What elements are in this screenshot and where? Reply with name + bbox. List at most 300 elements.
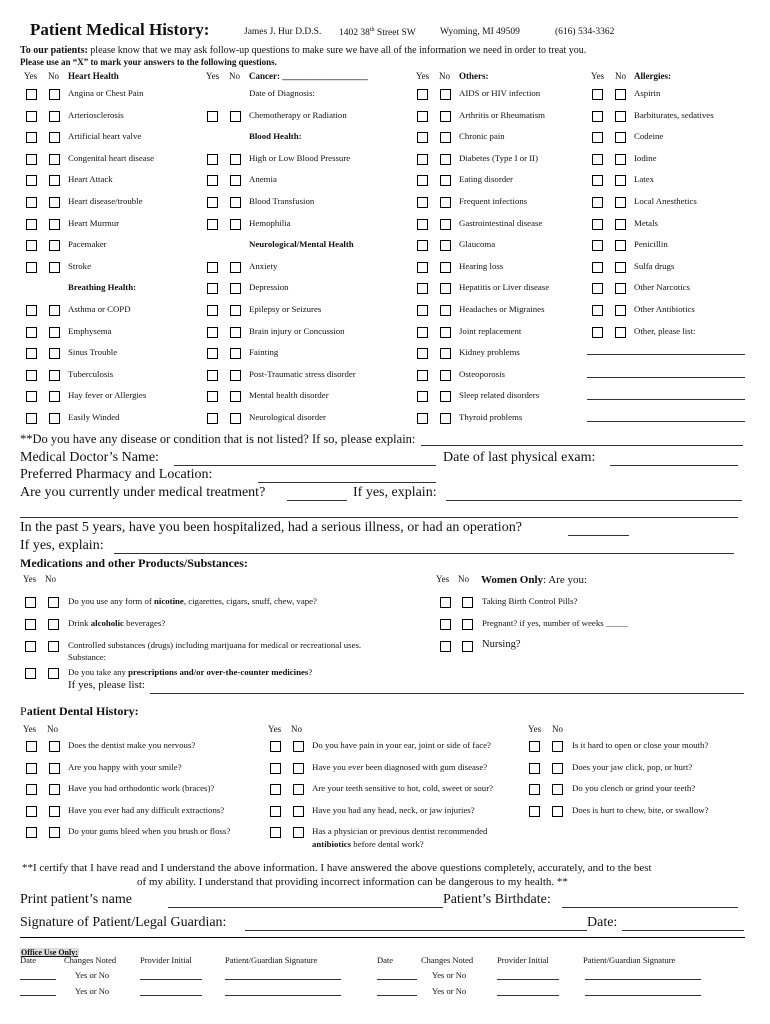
anemia-yes-checkbox[interactable] <box>207 175 218 186</box>
hearing-loss-label: Hearing loss <box>459 260 504 271</box>
office-date-header: Date <box>20 955 37 965</box>
diabetes-type-i-or-ii-no-checkbox[interactable] <box>440 154 451 165</box>
treatment-explain-field[interactable] <box>20 517 738 518</box>
nursing-no-checkbox[interactable] <box>462 641 473 652</box>
neurological-disorder-no-checkbox[interactable] <box>230 413 241 424</box>
is-it-hard-to-open-or-close-your-mouth-question: Is it hard to open or close your mouth? <box>572 740 709 750</box>
easily-winded-no-checkbox[interactable] <box>49 413 60 424</box>
have-you-had-orthodontic-work-braces-no-checkbox[interactable] <box>49 784 60 795</box>
treatment-explain-field[interactable] <box>446 500 742 501</box>
treatment-explain-label: If yes, explain: <box>353 485 437 500</box>
allergy-list-line[interactable] <box>587 399 745 400</box>
office-yes-no: Yes or No <box>75 986 110 996</box>
penicillin-label: Penicillin <box>634 239 668 250</box>
local-anesthetics-no-checkbox[interactable] <box>615 197 626 208</box>
heart-murmur-no-checkbox[interactable] <box>49 219 60 230</box>
certification-line-1: **I certify that I have read and I understand the above information. I have answered the above questions completely, accurately, and to the best <box>22 862 652 874</box>
print-name-label: Print patient’s name <box>20 892 132 907</box>
brain-injury-or-concussion-no-checkbox[interactable] <box>230 327 241 338</box>
post-traumatic-stress-disorder-no-checkbox[interactable] <box>230 370 241 381</box>
other-antibiotics-yes-checkbox[interactable] <box>592 305 603 316</box>
hepatitis-or-liver-disease-label: Hepatitis or Liver disease <box>459 282 550 293</box>
substance-label: Substance: <box>68 652 107 662</box>
do-you-have-pain-in-your-ear-joint-or-si-no-checkbox[interactable] <box>293 741 304 752</box>
signature-date-field[interactable] <box>622 930 744 931</box>
congenital-heart-disease-yes-checkbox[interactable] <box>26 154 37 165</box>
arteriosclerosis-yes-checkbox[interactable] <box>26 111 37 122</box>
tuberculosis-label: Tuberculosis <box>68 368 114 379</box>
doctor-name: James J. Hur D.D.S. <box>244 27 322 37</box>
headaches-or-migraines-label: Headaches or Migraines <box>459 304 545 314</box>
pregnant-no-checkbox[interactable] <box>462 619 473 630</box>
office-entry-field[interactable] <box>497 979 559 980</box>
sinus-trouble-no-checkbox[interactable] <box>49 348 60 359</box>
arthritis-or-rheumatism-label: Arthritis or Rheumatism <box>459 109 546 120</box>
frequent-infections-label: Frequent infections <box>459 196 528 206</box>
local-anesthetics-yes-checkbox[interactable] <box>592 197 603 208</box>
sulfa-drugs-yes-checkbox[interactable] <box>592 262 603 273</box>
gastrointestinal-disease-label: Gastrointestinal disease <box>459 217 543 228</box>
osteoporosis-label: Osteoporosis <box>459 368 505 379</box>
chronic-pain-label: Chronic pain <box>459 131 505 142</box>
neurological-mental-health-heading: Neurological/Mental Health <box>249 239 354 250</box>
medications-heading: Medications and other Products/Substances: <box>20 556 248 570</box>
office-entry-field[interactable] <box>225 995 341 996</box>
pharmacy-label: Preferred Pharmacy and Location: <box>20 467 213 482</box>
heart-attack-label: Heart Attack <box>68 174 113 185</box>
do-your-gums-bleed-when-you-brush-or-flo-question: Do your gums bleed when you brush or floss? <box>68 826 231 837</box>
pacemaker-yes-checkbox[interactable] <box>26 240 37 251</box>
does-your-jaw-click-pop-or-hurt-yes-checkbox[interactable] <box>529 763 540 774</box>
barbiturates-sedatives-no-checkbox[interactable] <box>615 111 626 122</box>
codeine-no-checkbox[interactable] <box>615 132 626 143</box>
arthritis-or-rheumatism-yes-checkbox[interactable] <box>417 111 428 122</box>
are-you-happy-with-your-smile-question: Are you happy with your smile? <box>68 761 182 772</box>
metals-no-checkbox[interactable] <box>615 219 626 230</box>
heart-murmur-yes-checkbox[interactable] <box>26 219 37 230</box>
have-you-ever-been-diagnosed-with-gum-di-no-checkbox[interactable] <box>293 763 304 774</box>
blood-transfusion-yes-checkbox[interactable] <box>207 197 218 208</box>
latex-yes-checkbox[interactable] <box>592 175 603 186</box>
women-only-heading: Women Only: Are you: <box>481 574 588 586</box>
allergy-list-line[interactable] <box>587 421 745 422</box>
hemophilia-label: Hemophilia <box>249 217 291 228</box>
asthma-or-copd-label: Asthma or COPD <box>68 304 131 314</box>
neurological-disorder-label: Neurological disorder <box>249 412 326 422</box>
headaches-or-migraines-yes-checkbox[interactable] <box>417 305 428 316</box>
emphysema-yes-checkbox[interactable] <box>26 327 37 338</box>
treatment-label: Are you currently under medical treatment? <box>20 485 266 500</box>
heart-health-heading: Heart Health <box>68 71 119 81</box>
office-provider-header: Provider Initial <box>140 955 192 965</box>
angina-or-chest-pain-yes-checkbox[interactable] <box>26 89 37 100</box>
barbiturates-sedatives-label: Barbiturates, sedatives <box>634 109 714 120</box>
yes-header: Yes <box>206 71 220 81</box>
no-header: No <box>458 574 469 584</box>
hemophilia-no-checkbox[interactable] <box>230 219 241 230</box>
alcohol-yes-checkbox[interactable] <box>25 619 36 630</box>
signature-date-label: Date: <box>587 915 618 930</box>
aids-or-hiv-infection-label: AIDS or HIV infection <box>459 88 541 98</box>
other-please-list-yes-checkbox[interactable] <box>592 327 603 338</box>
heart-attack-no-checkbox[interactable] <box>49 175 60 186</box>
birth-control-yes-checkbox[interactable] <box>440 597 451 608</box>
yes-header: Yes <box>24 71 38 81</box>
fainting-yes-checkbox[interactable] <box>207 348 218 359</box>
does-is-hurt-to-chew-bite-or-swallow-yes-checkbox[interactable] <box>529 806 540 817</box>
chemotherapy-or-radiation-yes-checkbox[interactable] <box>207 111 218 122</box>
hospitalized-label: In the past 5 years, have you been hospitalized, had a serious illness, or had an operation? <box>20 520 522 535</box>
thyroid-problems-yes-checkbox[interactable] <box>417 413 428 424</box>
brain-injury-or-concussion-label: Brain injury or Concussion <box>249 325 345 336</box>
joint-replacement-yes-checkbox[interactable] <box>417 327 428 338</box>
anxiety-yes-checkbox[interactable] <box>207 262 218 273</box>
iodine-yes-checkbox[interactable] <box>592 154 603 165</box>
other-disease-question: **Do you have any disease or condition that is not listed? If so, please explain: <box>20 432 416 446</box>
hospitalized-explain-label: If yes, explain: <box>20 538 104 553</box>
chemotherapy-or-radiation-no-checkbox[interactable] <box>230 111 241 122</box>
birthdate-field[interactable] <box>562 907 738 908</box>
office-entry-field[interactable] <box>20 995 56 996</box>
eating-disorder-yes-checkbox[interactable] <box>417 175 428 186</box>
no-header: No <box>48 71 59 81</box>
high-or-low-blood-pressure-no-checkbox[interactable] <box>230 154 241 165</box>
date-of-diagnosis-label: Date of Diagnosis: <box>249 88 315 98</box>
divider <box>20 937 745 938</box>
codeine-yes-checkbox[interactable] <box>592 132 603 143</box>
street-address: 1402 38th Street SW <box>339 27 416 39</box>
hearing-loss-no-checkbox[interactable] <box>440 262 451 273</box>
have-you-had-any-head-neck-or-jaw-injuri-question: Have you had any head, neck, or jaw injuries? <box>312 804 475 815</box>
post-traumatic-stress-disorder-yes-checkbox[interactable] <box>207 370 218 381</box>
depression-no-checkbox[interactable] <box>230 283 241 294</box>
thyroid-problems-no-checkbox[interactable] <box>440 413 451 424</box>
office-entry-field[interactable] <box>585 979 701 980</box>
prescriptions-question: Do you take any prescriptions and/or over-the-counter medicines? <box>68 667 313 677</box>
do-you-have-pain-in-your-ear-joint-or-si-question: Do you have pain in your ear, joint or side of face? <box>312 740 491 750</box>
congenital-heart-disease-label: Congenital heart disease <box>68 152 154 163</box>
nicotine-yes-checkbox[interactable] <box>25 597 36 608</box>
have-you-ever-been-diagnosed-with-gum-di-yes-checkbox[interactable] <box>270 763 281 774</box>
controlled-no-checkbox[interactable] <box>48 641 59 652</box>
angina-or-chest-pain-no-checkbox[interactable] <box>49 89 60 100</box>
chronic-pain-no-checkbox[interactable] <box>440 132 451 143</box>
birth-control-question: Taking Birth Control Pills? <box>482 596 578 606</box>
office-yes-no: Yes or No <box>432 986 467 996</box>
emphysema-no-checkbox[interactable] <box>49 327 60 338</box>
hay-fever-or-allergies-no-checkbox[interactable] <box>49 391 60 402</box>
controlled-yes-checkbox[interactable] <box>25 641 36 652</box>
are-you-happy-with-your-smile-yes-checkbox[interactable] <box>26 763 37 774</box>
asthma-or-copd-no-checkbox[interactable] <box>49 305 60 316</box>
has-a-physician-or-previous-dentist-reco-no-checkbox[interactable] <box>293 827 304 838</box>
nursing-yes-checkbox[interactable] <box>440 641 451 652</box>
office-entry-field[interactable] <box>377 995 417 996</box>
brain-injury-or-concussion-yes-checkbox[interactable] <box>207 327 218 338</box>
emphysema-label: Emphysema <box>68 325 112 336</box>
is-it-hard-to-open-or-close-your-mouth-yes-checkbox[interactable] <box>529 741 540 752</box>
last-exam-label: Date of last physical exam: <box>443 450 596 465</box>
chronic-pain-yes-checkbox[interactable] <box>417 132 428 143</box>
kidney-problems-no-checkbox[interactable] <box>440 348 451 359</box>
doctor-name-field[interactable] <box>174 465 436 466</box>
congenital-heart-disease-no-checkbox[interactable] <box>49 154 60 165</box>
does-your-jaw-click-pop-or-hurt-question: Does your jaw click, pop, or hurt? <box>572 761 693 772</box>
sinus-trouble-label: Sinus Trouble <box>68 347 118 358</box>
arthritis-or-rheumatism-no-checkbox[interactable] <box>440 111 451 122</box>
anxiety-label: Anxiety <box>249 260 278 271</box>
kidney-problems-yes-checkbox[interactable] <box>417 348 428 359</box>
no-header: No <box>552 724 563 734</box>
no-header: No <box>47 724 58 734</box>
treatment-answer-field[interactable] <box>287 500 347 501</box>
hemophilia-yes-checkbox[interactable] <box>207 219 218 230</box>
aspirin-yes-checkbox[interactable] <box>592 89 603 100</box>
other-antibiotics-no-checkbox[interactable] <box>615 305 626 316</box>
does-the-dentist-make-you-nervous-yes-checkbox[interactable] <box>26 741 37 752</box>
blood-transfusion-no-checkbox[interactable] <box>230 197 241 208</box>
metals-yes-checkbox[interactable] <box>592 219 603 230</box>
aids-or-hiv-infection-no-checkbox[interactable] <box>440 89 451 100</box>
alcohol-no-checkbox[interactable] <box>48 619 59 630</box>
easily-winded-yes-checkbox[interactable] <box>26 413 37 424</box>
mental-health-disorder-yes-checkbox[interactable] <box>207 391 218 402</box>
breathing-health-heading: Breathing Health: <box>68 282 137 293</box>
prescriptions-yes-checkbox[interactable] <box>25 668 36 679</box>
headaches-or-migraines-no-checkbox[interactable] <box>440 305 451 316</box>
codeine-label: Codeine <box>634 131 664 142</box>
sulfa-drugs-label: Sulfa drugs <box>634 260 675 271</box>
mental-health-disorder-label: Mental health disorder <box>249 390 329 401</box>
has-a-physician-or-previous-dentist-reco-yes-checkbox[interactable] <box>270 827 281 838</box>
depression-label: Depression <box>249 282 289 293</box>
do-you-clench-or-grind-your-teeth-question: Do you clench or grind your teeth? <box>572 783 696 794</box>
arteriosclerosis-no-checkbox[interactable] <box>49 111 60 122</box>
is-it-hard-to-open-or-close-your-mouth-no-checkbox[interactable] <box>552 741 563 752</box>
allergy-list-line[interactable] <box>587 377 745 378</box>
office-signature-header: Patient/Guardian Signature <box>225 955 318 965</box>
intro-instruction: Please use an “X” to mark your answers to the following questions. <box>20 57 277 67</box>
office-entry-field[interactable] <box>377 979 417 980</box>
yes-header: Yes <box>23 574 37 584</box>
yes-header: Yes <box>416 71 430 81</box>
osteoporosis-no-checkbox[interactable] <box>440 370 451 381</box>
sinus-trouble-yes-checkbox[interactable] <box>26 348 37 359</box>
anemia-no-checkbox[interactable] <box>230 175 241 186</box>
frequent-infections-yes-checkbox[interactable] <box>417 197 428 208</box>
angina-or-chest-pain-label: Angina or Chest Pain <box>68 88 144 98</box>
joint-replacement-no-checkbox[interactable] <box>440 327 451 338</box>
have-you-ever-had-any-difficult-extracti-yes-checkbox[interactable] <box>26 806 37 817</box>
do-you-clench-or-grind-your-teeth-yes-checkbox[interactable] <box>529 784 540 795</box>
eating-disorder-no-checkbox[interactable] <box>440 175 451 186</box>
chemotherapy-or-radiation-label: Chemotherapy or Radiation <box>249 109 347 120</box>
artificial-heart-valve-yes-checkbox[interactable] <box>26 132 37 143</box>
office-entry-field[interactable] <box>140 995 202 996</box>
alcohol-question: Drink alcoholic beverages? <box>68 618 166 628</box>
heart-attack-yes-checkbox[interactable] <box>26 175 37 186</box>
intro-text: To our patients: please know that we may ask follow-up questions to make sure we have all of the information we need in order to treat you. <box>20 45 587 56</box>
do-you-clench-or-grind-your-teeth-no-checkbox[interactable] <box>552 784 563 795</box>
hepatitis-or-liver-disease-yes-checkbox[interactable] <box>417 283 428 294</box>
last-exam-field[interactable] <box>610 465 738 466</box>
glaucoma-label: Glaucoma <box>459 239 496 250</box>
form-title: Patient Medical History: <box>30 20 210 39</box>
latex-no-checkbox[interactable] <box>615 175 626 186</box>
glaucoma-yes-checkbox[interactable] <box>417 240 428 251</box>
joint-replacement-label: Joint replacement <box>459 325 522 336</box>
diabetes-type-i-or-ii-yes-checkbox[interactable] <box>417 154 428 165</box>
have-you-ever-had-any-difficult-extracti-question: Have you ever had any difficult extractions? <box>68 804 225 815</box>
city: Wyoming, MI 49509 <box>440 27 520 37</box>
fainting-label: Fainting <box>249 347 279 358</box>
are-your-teeth-sensitive-to-hot-cold-swe-yes-checkbox[interactable] <box>270 784 281 795</box>
have-you-had-orthodontic-work-braces-yes-checkbox[interactable] <box>26 784 37 795</box>
nicotine-question: Do you use any form of nicotine, cigarettes, cigars, snuff, chew, vape? <box>68 596 317 606</box>
thyroid-problems-label: Thyroid problems <box>459 412 523 422</box>
prescriptions-list-field[interactable] <box>150 693 744 694</box>
allergy-list-line[interactable] <box>587 354 745 355</box>
fainting-no-checkbox[interactable] <box>230 348 241 359</box>
have-you-ever-been-diagnosed-with-gum-di-question: Have you ever been diagnosed with gum disease? <box>312 761 488 772</box>
pharmacy-field[interactable] <box>258 482 436 483</box>
office-entry-field[interactable] <box>585 995 701 996</box>
nursing-question: Nursing? <box>482 639 521 650</box>
epilepsy-or-seizures-no-checkbox[interactable] <box>230 305 241 316</box>
print-name-field[interactable] <box>168 907 443 908</box>
blood-health-heading: Blood Health: <box>249 131 302 142</box>
office-signature-header: Patient/Guardian Signature <box>583 955 676 965</box>
arteriosclerosis-label: Arteriosclerosis <box>68 109 124 120</box>
have-you-ever-had-any-difficult-extracti-no-checkbox[interactable] <box>49 806 60 817</box>
office-entry-field[interactable] <box>20 979 56 980</box>
sleep-related-disorders-yes-checkbox[interactable] <box>417 391 428 402</box>
other-narcotics-no-checkbox[interactable] <box>615 283 626 294</box>
high-or-low-blood-pressure-yes-checkbox[interactable] <box>207 154 218 165</box>
high-or-low-blood-pressure-label: High or Low Blood Pressure <box>249 152 351 163</box>
mental-health-disorder-no-checkbox[interactable] <box>230 391 241 402</box>
do-you-have-pain-in-your-ear-joint-or-si-yes-checkbox[interactable] <box>270 741 281 752</box>
doctor-name-label: Medical Doctor’s Name: <box>20 450 159 465</box>
heart-murmur-label: Heart Murmur <box>68 217 120 228</box>
are-your-teeth-sensitive-to-hot-cold-swe-question: Are your teeth sensitive to hot, cold, sweet or sour? <box>312 783 494 794</box>
frequent-infections-no-checkbox[interactable] <box>440 197 451 208</box>
prescriptions-no-checkbox[interactable] <box>48 668 59 679</box>
aspirin-no-checkbox[interactable] <box>615 89 626 100</box>
artificial-heart-valve-label: Artificial heart valve <box>68 131 142 142</box>
certification-line-2: of my ability. I understand that providing incorrect information can be dangerous to my health. ** <box>137 876 568 888</box>
stroke-yes-checkbox[interactable] <box>26 262 37 273</box>
gastrointestinal-disease-yes-checkbox[interactable] <box>417 219 428 230</box>
office-yes-no: Yes or No <box>75 970 110 980</box>
other-please-list-label: Other, please list: <box>634 325 696 336</box>
are-your-teeth-sensitive-to-hot-cold-swe-no-checkbox[interactable] <box>293 784 304 795</box>
other-disease-field[interactable] <box>421 445 743 446</box>
yes-header: Yes <box>591 71 605 81</box>
office-entry-field[interactable] <box>140 979 202 980</box>
sulfa-drugs-no-checkbox[interactable] <box>615 262 626 273</box>
are-you-happy-with-your-smile-no-checkbox[interactable] <box>49 763 60 774</box>
neurological-disorder-yes-checkbox[interactable] <box>207 413 218 424</box>
stroke-no-checkbox[interactable] <box>49 262 60 273</box>
tuberculosis-no-checkbox[interactable] <box>49 370 60 381</box>
osteoporosis-yes-checkbox[interactable] <box>417 370 428 381</box>
office-changes-header: Changes Noted <box>421 955 474 965</box>
glaucoma-no-checkbox[interactable] <box>440 240 451 251</box>
heart-disease-trouble-label: Heart disease/trouble <box>68 196 143 206</box>
office-yes-no: Yes or No <box>432 970 467 980</box>
asthma-or-copd-yes-checkbox[interactable] <box>26 305 37 316</box>
kidney-problems-label: Kidney problems <box>459 347 520 358</box>
signature-field[interactable] <box>245 930 587 931</box>
office-entry-field[interactable] <box>497 995 559 996</box>
yes-header: Yes <box>528 724 542 734</box>
heart-disease-trouble-yes-checkbox[interactable] <box>26 197 37 208</box>
does-the-dentist-make-you-nervous-question: Does the dentist make you nervous? <box>68 740 196 750</box>
have-you-had-any-head-neck-or-jaw-injuri-yes-checkbox[interactable] <box>270 806 281 817</box>
anxiety-no-checkbox[interactable] <box>230 262 241 273</box>
phone: (616) 534-3362 <box>555 27 615 37</box>
artificial-heart-valve-no-checkbox[interactable] <box>49 132 60 143</box>
blood-transfusion-label: Blood Transfusion <box>249 196 315 206</box>
tuberculosis-yes-checkbox[interactable] <box>26 370 37 381</box>
other-narcotics-yes-checkbox[interactable] <box>592 283 603 294</box>
iodine-no-checkbox[interactable] <box>615 154 626 165</box>
does-is-hurt-to-chew-bite-or-swallow-question: Does is hurt to chew, bite, or swallow? <box>572 804 709 815</box>
no-header: No <box>45 574 56 584</box>
hay-fever-or-allergies-yes-checkbox[interactable] <box>26 391 37 402</box>
office-entry-field[interactable] <box>225 979 341 980</box>
hepatitis-or-liver-disease-no-checkbox[interactable] <box>440 283 451 294</box>
gastrointestinal-disease-no-checkbox[interactable] <box>440 219 451 230</box>
pacemaker-no-checkbox[interactable] <box>49 240 60 251</box>
hospitalized-explain-field[interactable] <box>114 553 734 554</box>
do-your-gums-bleed-when-you-brush-or-flo-yes-checkbox[interactable] <box>26 827 37 838</box>
hearing-loss-yes-checkbox[interactable] <box>417 262 428 273</box>
penicillin-no-checkbox[interactable] <box>615 240 626 251</box>
aids-or-hiv-infection-yes-checkbox[interactable] <box>417 89 428 100</box>
office-provider-header: Provider Initial <box>497 955 549 965</box>
does-the-dentist-make-you-nervous-no-checkbox[interactable] <box>49 741 60 752</box>
prescriptions-list-label: If yes, please list: <box>68 679 145 691</box>
epilepsy-or-seizures-yes-checkbox[interactable] <box>207 305 218 316</box>
birth-control-no-checkbox[interactable] <box>462 597 473 608</box>
does-is-hurt-to-chew-bite-or-swallow-no-checkbox[interactable] <box>552 806 563 817</box>
other-antibiotics-label: Other Antibiotics <box>634 304 695 314</box>
other-please-list-no-checkbox[interactable] <box>615 327 626 338</box>
pregnant-yes-checkbox[interactable] <box>440 619 451 630</box>
do-your-gums-bleed-when-you-brush-or-flo-no-checkbox[interactable] <box>49 827 60 838</box>
office-changes-header: Changes Noted <box>64 955 117 965</box>
allergies-heading: Allergies: <box>634 71 671 81</box>
yes-header: Yes <box>23 724 37 734</box>
eating-disorder-label: Eating disorder <box>459 174 513 185</box>
hospitalized-answer-field[interactable] <box>568 535 629 536</box>
sleep-related-disorders-label: Sleep related disorders <box>459 390 540 401</box>
aspirin-label: Aspirin <box>634 88 661 98</box>
heart-disease-trouble-no-checkbox[interactable] <box>49 197 60 208</box>
no-header: No <box>291 724 302 734</box>
barbiturates-sedatives-yes-checkbox[interactable] <box>592 111 603 122</box>
have-you-had-any-head-neck-or-jaw-injuri-no-checkbox[interactable] <box>293 806 304 817</box>
sleep-related-disorders-no-checkbox[interactable] <box>440 391 451 402</box>
yes-header: Yes <box>268 724 282 734</box>
penicillin-yes-checkbox[interactable] <box>592 240 603 251</box>
nicotine-no-checkbox[interactable] <box>48 597 59 608</box>
no-header: No <box>439 71 450 81</box>
does-your-jaw-click-pop-or-hurt-no-checkbox[interactable] <box>552 763 563 774</box>
depression-yes-checkbox[interactable] <box>207 283 218 294</box>
